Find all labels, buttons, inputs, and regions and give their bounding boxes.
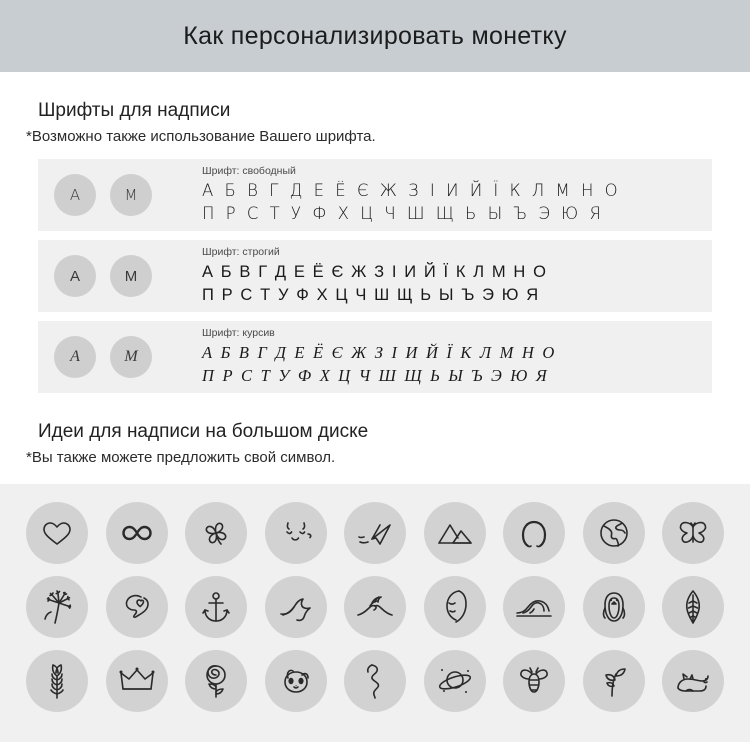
poster-header: [0, 0, 750, 72]
winking-face-icon[interactable]: [265, 502, 327, 564]
fonts-section: [0, 100, 750, 393]
penguin-icon[interactable]: [583, 576, 645, 638]
ideas-section-title: Идеи для надписи на большом диске: [38, 421, 369, 442]
alphabet-line-2: П Р С Т У Ф Х Ц Ч Ш Щ Ь Ы Ъ Э Ю Я: [202, 365, 549, 385]
font-options-list: [38, 159, 712, 393]
clover-icon[interactable]: [185, 502, 247, 564]
font-option-row[interactable]: [38, 321, 712, 393]
font-info: [202, 165, 712, 225]
alphabet-line-2: П Р С Т У Ф Х Ц Ч Ш Щ Ь Ы Ъ Э Ю Я: [202, 285, 540, 304]
butterfly-icon[interactable]: [662, 502, 724, 564]
panda-icon[interactable]: [265, 650, 327, 712]
initial-preview-a: A: [54, 336, 96, 378]
dandelion-icon[interactable]: [26, 576, 88, 638]
font-name-label: Шрифт: свободный: [202, 165, 296, 178]
alphabet-line-2: П Р С Т У Ф Х Ц Ч Ш Щ Ь Ы Ъ Э Ю Я: [202, 203, 604, 223]
initial-preview-m: M: [110, 336, 152, 378]
map-outline-icon[interactable]: [344, 650, 406, 712]
symbol-grid-row: [26, 576, 724, 638]
initial-preview-m: M: [110, 174, 152, 216]
initial-preview-a: A: [54, 174, 96, 216]
font-info: [202, 246, 712, 306]
ideas-section-note: *Вы также можете предложить свой символ.: [26, 449, 336, 466]
holding-hands-icon[interactable]: [344, 576, 406, 638]
crown-icon[interactable]: [106, 650, 168, 712]
balloon-heart-icon[interactable]: [106, 576, 168, 638]
alphabet-line-1: А Б В Г Д Е Ё Є Ж З І И Й Ї К Л М Н О: [202, 181, 621, 201]
bird-icon[interactable]: [265, 576, 327, 638]
fonts-section-note: *Возможно также использование Вашего шрифта.: [26, 128, 376, 145]
font-info: [202, 327, 712, 387]
globe-icon[interactable]: [583, 502, 645, 564]
infinity-icon[interactable]: [106, 502, 168, 564]
symbol-grid-row: [26, 650, 724, 712]
wave-icon[interactable]: [503, 576, 565, 638]
font-name-label: Шрифт: строгий: [202, 246, 280, 259]
horseshoe-icon[interactable]: [503, 502, 565, 564]
face-profile-icon[interactable]: [424, 576, 486, 638]
bee-icon[interactable]: [503, 650, 565, 712]
alphabet-line-1: А Б В Г Д Е Ё Є Ж З І И Й Ї К Л М Н О: [202, 263, 548, 282]
font-preview-circles: [54, 255, 202, 297]
wheat-icon[interactable]: [26, 650, 88, 712]
feather-icon[interactable]: [662, 576, 724, 638]
font-option-row[interactable]: [38, 240, 712, 312]
font-preview-circles: [54, 174, 202, 216]
planet-icon[interactable]: [424, 650, 486, 712]
rose-icon[interactable]: [185, 650, 247, 712]
mountains-icon[interactable]: [424, 502, 486, 564]
sprout-icon[interactable]: [583, 650, 645, 712]
page-title: Как персонализировать монетку: [183, 21, 567, 50]
ideas-section: [0, 421, 750, 466]
font-name-label: Шрифт: курсив: [202, 327, 275, 340]
font-preview-circles: [54, 336, 202, 378]
symbol-grid: [0, 484, 750, 742]
font-option-row[interactable]: [38, 159, 712, 231]
initial-preview-a: A: [54, 255, 96, 297]
cat-icon[interactable]: [662, 650, 724, 712]
initial-preview-m: M: [110, 255, 152, 297]
symbol-grid-row: [26, 502, 724, 564]
anchor-icon[interactable]: [185, 576, 247, 638]
paper-plane-icon[interactable]: [344, 502, 406, 564]
fonts-section-title: Шрифты для надписи: [38, 100, 231, 121]
alphabet-line-1: А Б В Г Д Е Ё Є Ж З І И Й Ї К Л М Н О: [202, 343, 557, 363]
heart-icon[interactable]: [26, 502, 88, 564]
